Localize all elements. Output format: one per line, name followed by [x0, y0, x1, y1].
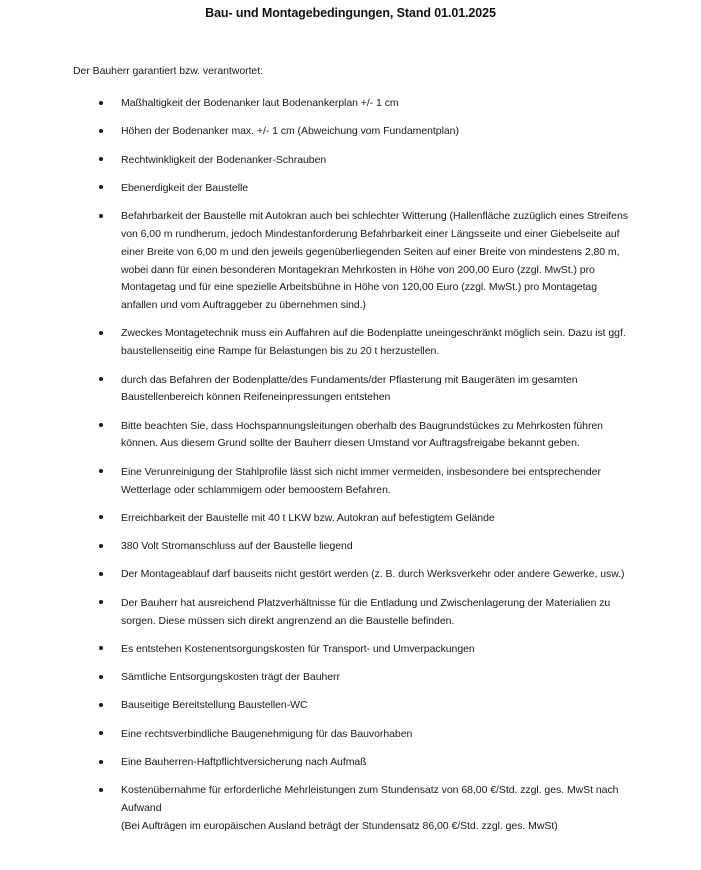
list-item-text: Ebenerdigkeit der Baustelle — [121, 181, 249, 194]
list-item — [0, 464, 701, 500]
bullet-dot-icon — [99, 600, 103, 604]
list-item — [0, 95, 701, 113]
list-item — [0, 697, 701, 715]
list-item-text: Eine Bauherren-Haftpflichtversicherung nach Aufmaß — [121, 756, 367, 769]
bullet-dot-icon — [99, 129, 103, 133]
list-item — [0, 180, 701, 198]
list-item-text: Sämtliche Entsorgungskosten trägt der Bauherr — [121, 671, 340, 684]
bullet-dot-icon — [99, 377, 103, 381]
list-item-text: Bitte beachten Sie, dass Hochspannungsleitungen oberhalb des Baugrundstückes zu Mehrkosten führen können. Aus diesem Grund sollte der Bauherr diesen Umstand vor Auftragsfreigabe bekannt geben. — [121, 419, 603, 450]
list-item-text: Es entstehen Kostenentsorgungskosten für Transport- und Umverpackungen — [121, 642, 475, 655]
bullet-dot-icon — [99, 675, 103, 679]
intro-paragraph: Der Bauherr garantiert bzw. verantwortet: — [73, 65, 263, 77]
list-item-text: Kostenübernahme für erforderliche Mehrleistungen zum Stundensatz von 68,00 €/Std. zzgl. ges. MwSt nach Aufwand — [121, 784, 619, 815]
bullet-dot-icon — [99, 157, 103, 161]
bullet-dot-icon — [99, 760, 103, 764]
list-item-text: Maßhaltigkeit der Bodenanker laut Bodenankerplan +/- 1 cm — [121, 97, 399, 109]
list-item-text: (Bei Aufträgen im europäischen Ausland beträgt der Stundensatz 86,00 €/Std. zzgl. ges. MwSt) — [121, 819, 558, 832]
bullet-dot-icon — [99, 515, 103, 519]
list-item-text: Eine Verunreinigung der Stahlprofile lässt sich nicht immer vermeiden, insbesondere bei entsprechender Wetterlage oder schlammigem oder bemoostem Befahren. — [121, 465, 601, 496]
list-item-text: Der Montageablauf darf bauseits nicht gestört werden (z. B. durch Werksverkehr oder andere Gewerke, usw.) — [121, 568, 625, 581]
list-item — [0, 669, 701, 687]
list-item-text: Befahrbarkeit der Baustelle mit Autokran auch bei schlechter Witterung (Hallenfläche zuzüglich eines Streifens von 6,00 m rundherum, jedoch Mindestanforderung Befahrbarkeit einer Längsseite und einer Giebelseite auf einer Breite von 6,00 m und den jeweils gegenüberliegenden Seiten auf einer Breite von mindestens 2,80 m, wobei dann für einen besonderen Montagekran Mehrkosten in Höhe von 200,00 Euro (zzgl. MwSt.) pro Montagetag und für eine spezielle Arbeitsbühne in Höhe von 120,00 Euro (zzgl. MwSt.) pro Montagetag anfallen und vom Auftraggeber zu übernehmen sind.) — [121, 210, 628, 312]
list-item — [0, 782, 701, 835]
list-item-text: Der Bauherr hat ausreichend Platzverhältnisse für die Entladung und Zwischenlagerung der Materialien zu sorgen. Diese müssen sich direkt angrenzend an die Baustelle befinden. — [121, 596, 611, 627]
list-item-text: Höhen der Bodenanker max. +/- 1 cm (Abweichung vom Fundamentplan) — [121, 125, 459, 138]
bullet-dot-icon — [99, 185, 103, 189]
bullet-dot-icon — [99, 469, 103, 473]
bullet-dot-icon — [99, 731, 103, 735]
list-item-text: Bauseitige Bereitstellung Baustellen-WC — [121, 699, 308, 712]
bullet-dot-icon — [99, 703, 103, 707]
list-item-text: durch das Befahren der Bodenplatte/des Fundaments/der Pflasterung mit Baugeräten im gesamten Baustellenbereich können Reifeneinpressungen entstehen — [121, 373, 578, 404]
bullet-dot-icon — [99, 101, 103, 105]
bullet-dot-icon — [99, 214, 103, 218]
list-item — [0, 208, 701, 315]
bullet-dot-icon — [99, 544, 103, 548]
list-item — [0, 372, 701, 408]
list-item — [0, 641, 701, 659]
bullet-dot-icon — [99, 646, 103, 650]
bullet-dot-icon — [99, 788, 103, 792]
page-title: Bau- und Montagebedingungen, Stand 01.01.2025 — [205, 6, 496, 20]
list-item-text: Eine rechtsverbindliche Baugenehmigung für das Bauvorhaben — [121, 727, 413, 740]
list-item — [0, 418, 701, 454]
list-item-text: Zweckes Montagetechnik muss ein Auffahren auf die Bodenplatte uneingeschränkt möglich sein. Dazu ist ggf. baustellenseitig eine Rampe für Belastungen bis zu 20 t herzustellen. — [121, 327, 626, 358]
list-item — [0, 538, 701, 556]
bullet-dot-icon — [99, 423, 103, 427]
bullet-dot-icon — [99, 572, 103, 576]
list-item — [0, 510, 701, 528]
list-item — [0, 325, 701, 361]
list-item — [0, 566, 701, 584]
list-item-text: Erreichbarkeit der Baustelle mit 40 t LKW bzw. Autokran auf befestigtem Gelände — [121, 511, 495, 524]
list-item — [0, 152, 701, 170]
list-item — [0, 595, 701, 631]
list-item-text: Rechtwinkligkeit der Bodenanker-Schrauben — [121, 153, 327, 166]
list-item — [0, 123, 701, 141]
list-item — [0, 754, 701, 772]
bullet-dot-icon — [99, 331, 103, 335]
list-item-text: 380 Volt Stromanschluss auf der Baustelle liegend — [121, 540, 353, 553]
conditions-list — [0, 78, 701, 836]
list-item — [0, 726, 701, 744]
